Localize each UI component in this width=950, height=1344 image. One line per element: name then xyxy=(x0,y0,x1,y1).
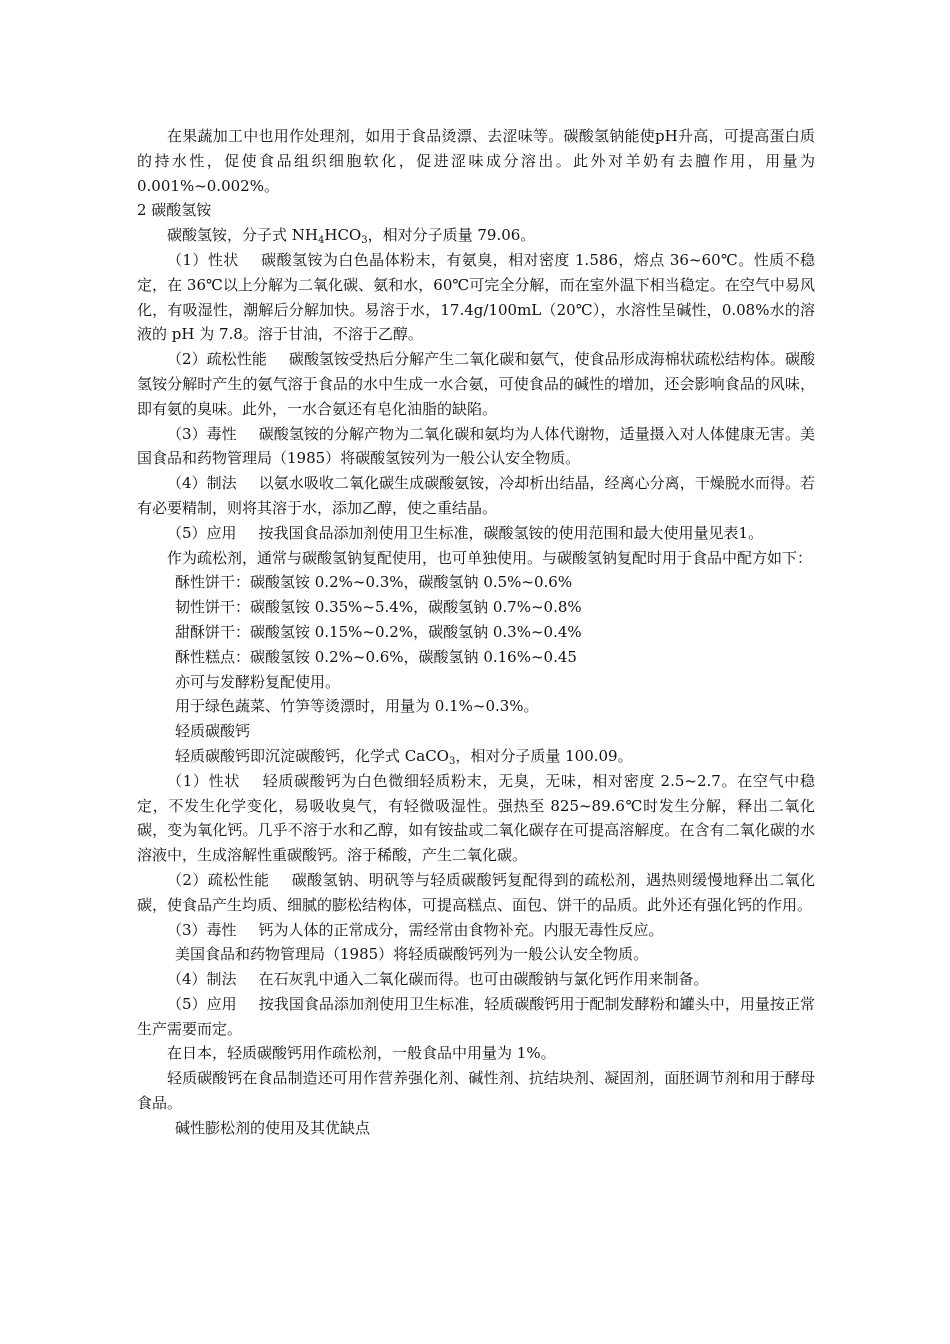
paragraph-ammonium-preparation xyxy=(137,471,815,521)
recipe-line-baking-powder: 亦可与发酵粉复配使用。 xyxy=(175,672,341,691)
formula-subscript-3: 3 xyxy=(361,235,368,247)
item-label: （1）性状 xyxy=(167,771,241,790)
item-label: （3）毒性 xyxy=(167,424,237,443)
paragraph-ammonium-properties xyxy=(137,248,815,347)
item-text: 以氨水吸收二氧化碳生成碳酸氨铵，冷却析出结晶，经离心分离，干燥脱水而得。若有必要精制，则将其溶于水，添加乙醇，使之重结晶。 xyxy=(137,474,815,517)
recipe-line-blanching: 用于绿色蔬菜、竹笋等烫漂时，用量为 0.1%~0.3%。 xyxy=(175,697,539,716)
paragraph-ammonium-application xyxy=(137,521,815,546)
item-text: 碳酸氢铵为白色晶体粉末，有氨臭，相对密度 1.586，熔点 36~60℃。性质不稳定，在 36℃以上分解为二氧化碳、氨和水，60℃可完全分解，而在室外温下相当稳定。在空气中易风化，有吸湿性，潮解后分解加快。易溶于水，17.4g/100mL（20℃），水溶性呈碱性，0.08%水的溶液的 pH 为 7.8。溶于甘油，不溶于乙醇。 xyxy=(137,250,815,344)
item-label: （3）毒性 xyxy=(167,920,237,939)
item-text: 碳酸氢铵的分解产物为二氧化碳和氨均为人体代谢物，适量摄入对人体健康无害。美国食品和药物管理局（1985）将碳酸氢铵列为一般公认安全物质。 xyxy=(137,424,815,468)
item-text: 按我国食品添加剂使用卫生标准，碳酸氢铵的使用范围和最大使用量见表1。 xyxy=(258,523,764,542)
formula-text-1: 碳酸氢铵，分子式 NH xyxy=(167,226,318,245)
item-label: （2）疏松性能 xyxy=(167,870,270,889)
item-text: 在石灰乳中通入二氧化碳而得。也可由碳酸钠与氯化钙作用来制备。 xyxy=(258,970,709,989)
formula-text-3: ，相对分子质量 79.06。 xyxy=(367,226,536,245)
paragraph-calcium-fda: 美国食品和药物管理局（1985）将轻质碳酸钙列为一般公认安全物质。 xyxy=(175,945,649,964)
item-text: 轻质碳酸钙为白色微细轻质粉末，无臭，无味，相对密度 2.5~2.7。在空气中稳定，不发生化学变化，易吸收臭气，有轻微吸湿性。强热至 825~89.6℃时发生分解，释出二氧化碳，变为氧化钙。几乎不溶于水和乙醇，如有铵盐或二氧化碳存在可提高溶解度。在含有二氧化碳的水溶液中，生成溶解性重碳酸钙。溶于稀酸，产生二氧化碳。 xyxy=(137,771,815,865)
paragraph-calcium-leavening xyxy=(137,868,815,918)
formula-text-2: ，相对分子质量 100.09。 xyxy=(455,746,633,765)
paragraph-calcium-properties xyxy=(137,769,815,868)
recipe-line-crisp-biscuit: 酥性饼干：碳酸氢铵 0.2%~0.3%，碳酸氢钠 0.5%~0.6% xyxy=(175,573,573,592)
item-text: 按我国食品添加剂使用卫生标准，轻质碳酸钙用于配制发酵粉和罐头中，用量按正常生产需要而定。 xyxy=(137,994,815,1038)
item-text: 碳酸氢钠、明矾等与轻质碳酸钙复配得到的疏松剂，遇热则缓慢地释出二氧化碳，使食品产生均质、细腻的膨松结构体，可提高糕点、面包、饼干的品质。此外还有强化钙的作用。 xyxy=(137,870,815,914)
paragraph-calcium-application xyxy=(137,992,815,1042)
paragraph-other-uses: 轻质碳酸钙在食品制造还可用作营养强化剂、碱性剂、抗结块剂、凝固剂，面胚调节剂和用于酵母食品。 xyxy=(137,1069,815,1113)
paragraph-compound-usage: 作为疏松剂，通常与碳酸氢钠复配使用，也可单独使用。与碳酸氢钠复配时用于食品中配方如下： xyxy=(167,548,813,567)
paragraph-calcium-toxicity xyxy=(137,918,815,943)
paragraph-japan-usage: 在日本，轻质碳酸钙用作疏松剂，一般食品中用量为 1%。 xyxy=(167,1044,556,1063)
item-label: （4）制法 xyxy=(167,474,237,493)
item-label: （2）疏松性能 xyxy=(167,350,267,369)
item-label: （4）制法 xyxy=(167,970,237,989)
paragraph-ammonium-formula xyxy=(137,223,815,248)
paragraph-calcium-preparation xyxy=(137,967,815,992)
item-label: （1）性状 xyxy=(167,250,239,269)
section-heading-light-calcium-carbonate: 轻质碳酸钙 xyxy=(175,722,251,741)
item-label: （5）应用 xyxy=(167,994,237,1013)
recipe-line-sweet-crisp-biscuit: 甜酥饼干：碳酸氢铵 0.15%~0.2%，碳酸氢钠 0.3%~0.4% xyxy=(175,622,582,641)
item-label: （5）应用 xyxy=(167,523,237,542)
section-heading-alkaline-leavening: 碱性膨松剂的使用及其优缺点 xyxy=(175,1118,371,1137)
item-text: 碳酸氢铵受热后分解产生二氧化碳和氨气，使食品形成海棉状疏松结构体。碳酸氢铵分解时产生的氨气溶于食品的水中生成一水合氨，可使食品的碱性的增加，还会影响食品的风味，即有氨的臭味。此外，一水合氨还有皂化油脂的缺陷。 xyxy=(137,350,815,418)
paragraph-fruit-processing: 在果蔬加工中也用作处理剂，如用于食品烫漂、去涩味等。碳酸氢钠能使pH升高，可提高蛋白质的持水性，促使食品组织细胞软化，促进涩味成分溶出。此外对羊奶有去膻作用，用量为0.001%~0.002%。 xyxy=(137,127,815,195)
formula-subscript-3: 3 xyxy=(448,755,456,767)
paragraph-ammonium-toxicity xyxy=(137,422,815,472)
formula-subscript-4: 4 xyxy=(317,235,325,247)
paragraph-ammonium-leavening xyxy=(137,347,815,421)
recipe-line-tough-biscuit: 韧性饼干：碳酸氢铵 0.35%~5.4%，碳酸氢钠 0.7%~0.8% xyxy=(175,598,582,617)
paragraph-calcium-formula xyxy=(137,744,815,769)
item-text: 钙为人体的正常成分，需经常由食物补充。内服无毒性反应。 xyxy=(258,920,664,939)
recipe-line-crisp-pastry: 酥性糕点：碳酸氢铵 0.2%~0.6%，碳酸氢钠 0.16%~0.45 xyxy=(175,647,577,666)
document-body xyxy=(137,124,815,1141)
section-heading-ammonium-bicarbonate: 2 碳酸氢铵 xyxy=(137,201,212,220)
formula-text-2: HCO xyxy=(324,226,362,245)
formula-text-1: 轻质碳酸钙即沉淀碳酸钙，化学式 CaCO xyxy=(175,746,449,765)
